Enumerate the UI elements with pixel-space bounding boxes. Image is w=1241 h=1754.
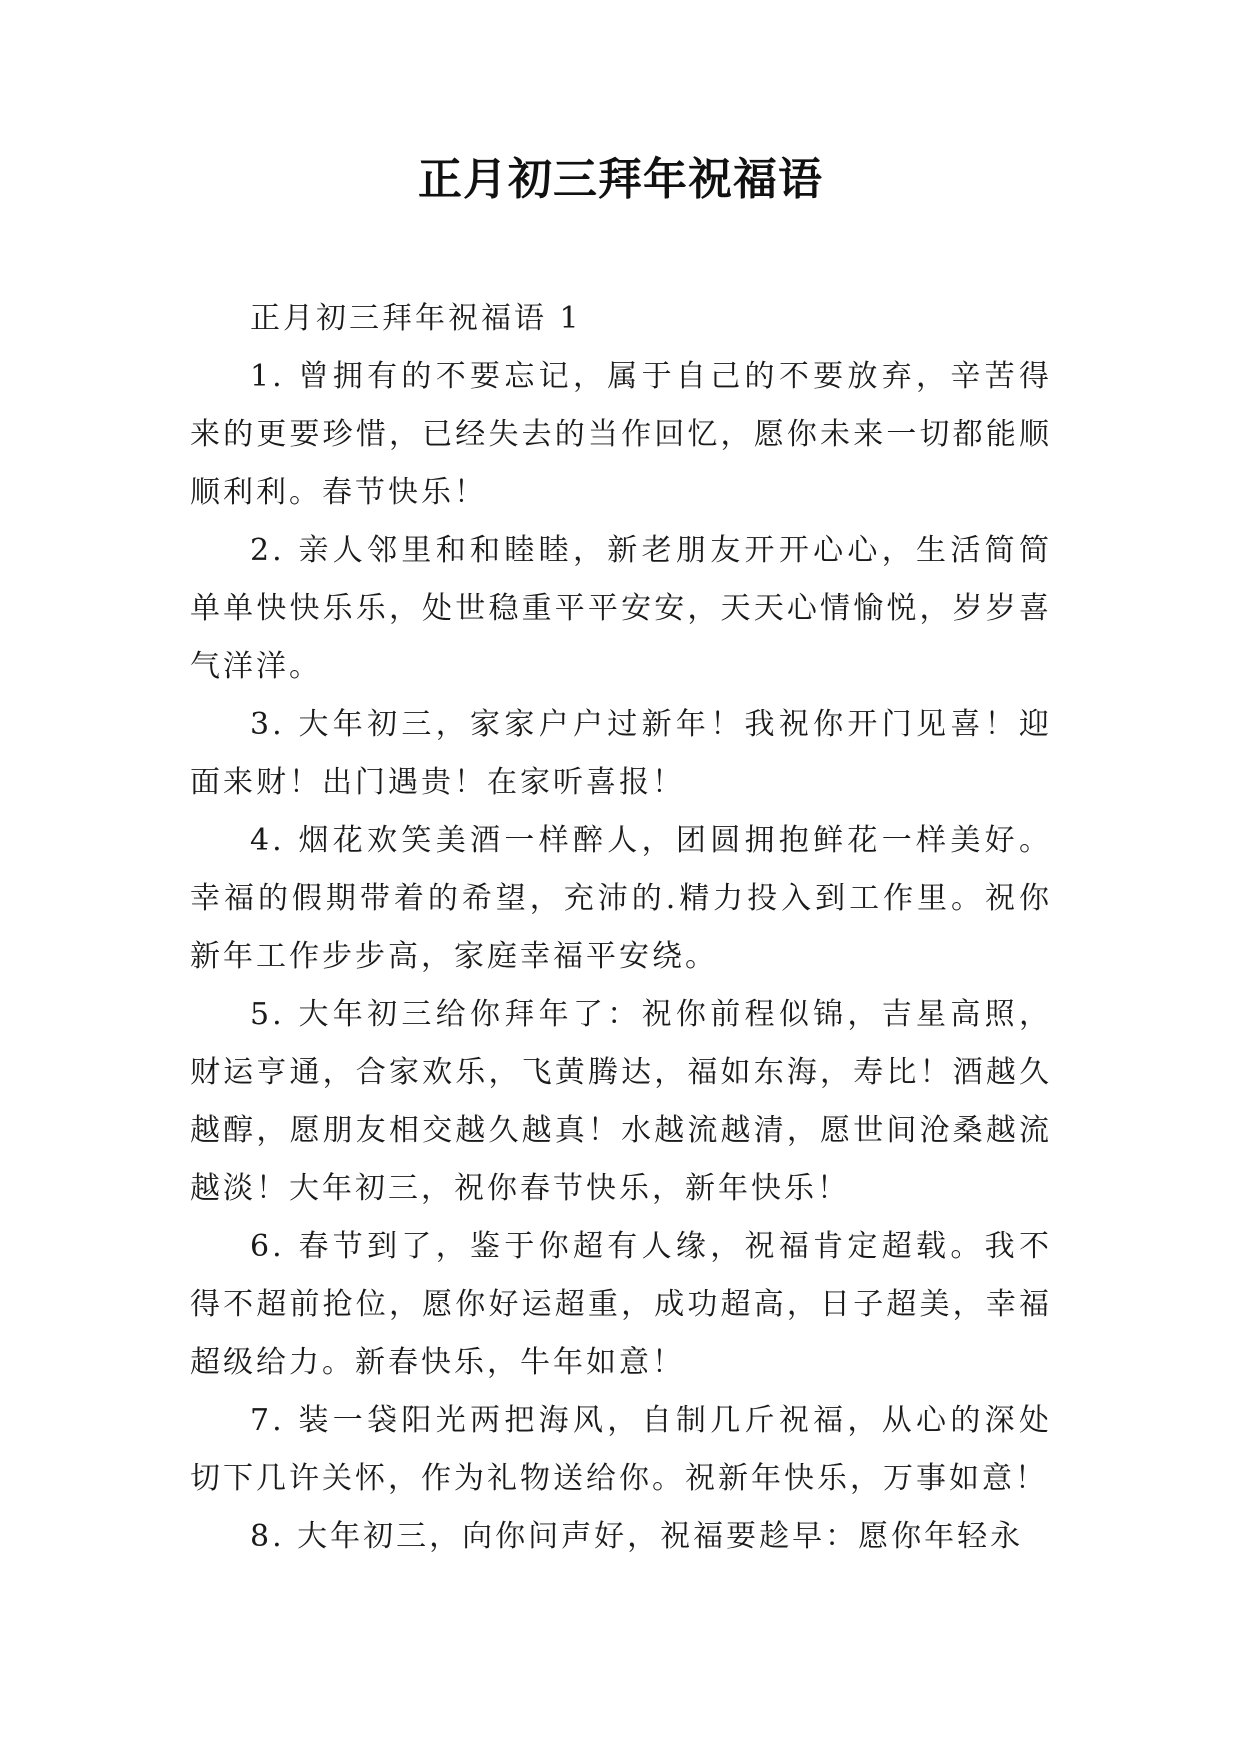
paragraph-6: 6. 春节到了，鉴于你超有人缘，祝福肯定超载。我不得不超前抢位，愿你好运超重，成功超高，日子超美，幸福超级给力。新春快乐，牛年如意！ — [190, 1229, 1052, 1380]
paragraph-8: 8. 大年初三，向你问声好，祝福要趁早：愿你年轻永 — [250, 1519, 1024, 1554]
paragraph-4: 4. 烟花欢笑美酒一样醉人，团圆拥抱鲜花一样美好。幸福的假期带着的希望，充沛的.精力投入到工作里。祝你新年工作步步高，家庭幸福平安绕。 — [190, 823, 1052, 974]
section-heading: 正月初三拜年祝福语 1 — [250, 301, 582, 336]
document-body — [190, 290, 1052, 1566]
paragraph-1: 1. 曾拥有的不要忘记，属于自己的不要放弃，辛苦得来的更要珍惜，已经失去的当作回忆，愿你未来一切都能顺顺利利。春节快乐！ — [190, 359, 1052, 510]
paragraph-2: 2. 亲人邻里和和睦睦，新老朋友开开心心，生活简简单单快快乐乐，处世稳重平平安安，天天心情愉悦，岁岁喜气洋洋。 — [190, 533, 1052, 684]
paragraph-7: 7. 装一袋阳光两把海风，自制几斤祝福，从心的深处切下几许关怀，作为礼物送给你。祝新年快乐，万事如意！ — [190, 1403, 1052, 1496]
document-title: 正月初三拜年祝福语 — [418, 154, 823, 205]
paragraph-5: 5. 大年初三给你拜年了：祝你前程似锦，吉星高照，财运亨通，合家欢乐，飞黄腾达，福如东海，寿比！酒越久越醇，愿朋友相交越久越真！水越流越清，愿世间沧桑越流越淡！大年初三，祝你春节快乐，新年快乐！ — [190, 997, 1052, 1206]
paragraph-3: 3. 大年初三，家家户户过新年！我祝你开门见喜！迎面来财！出门遇贵！在家听喜报！ — [190, 707, 1052, 800]
